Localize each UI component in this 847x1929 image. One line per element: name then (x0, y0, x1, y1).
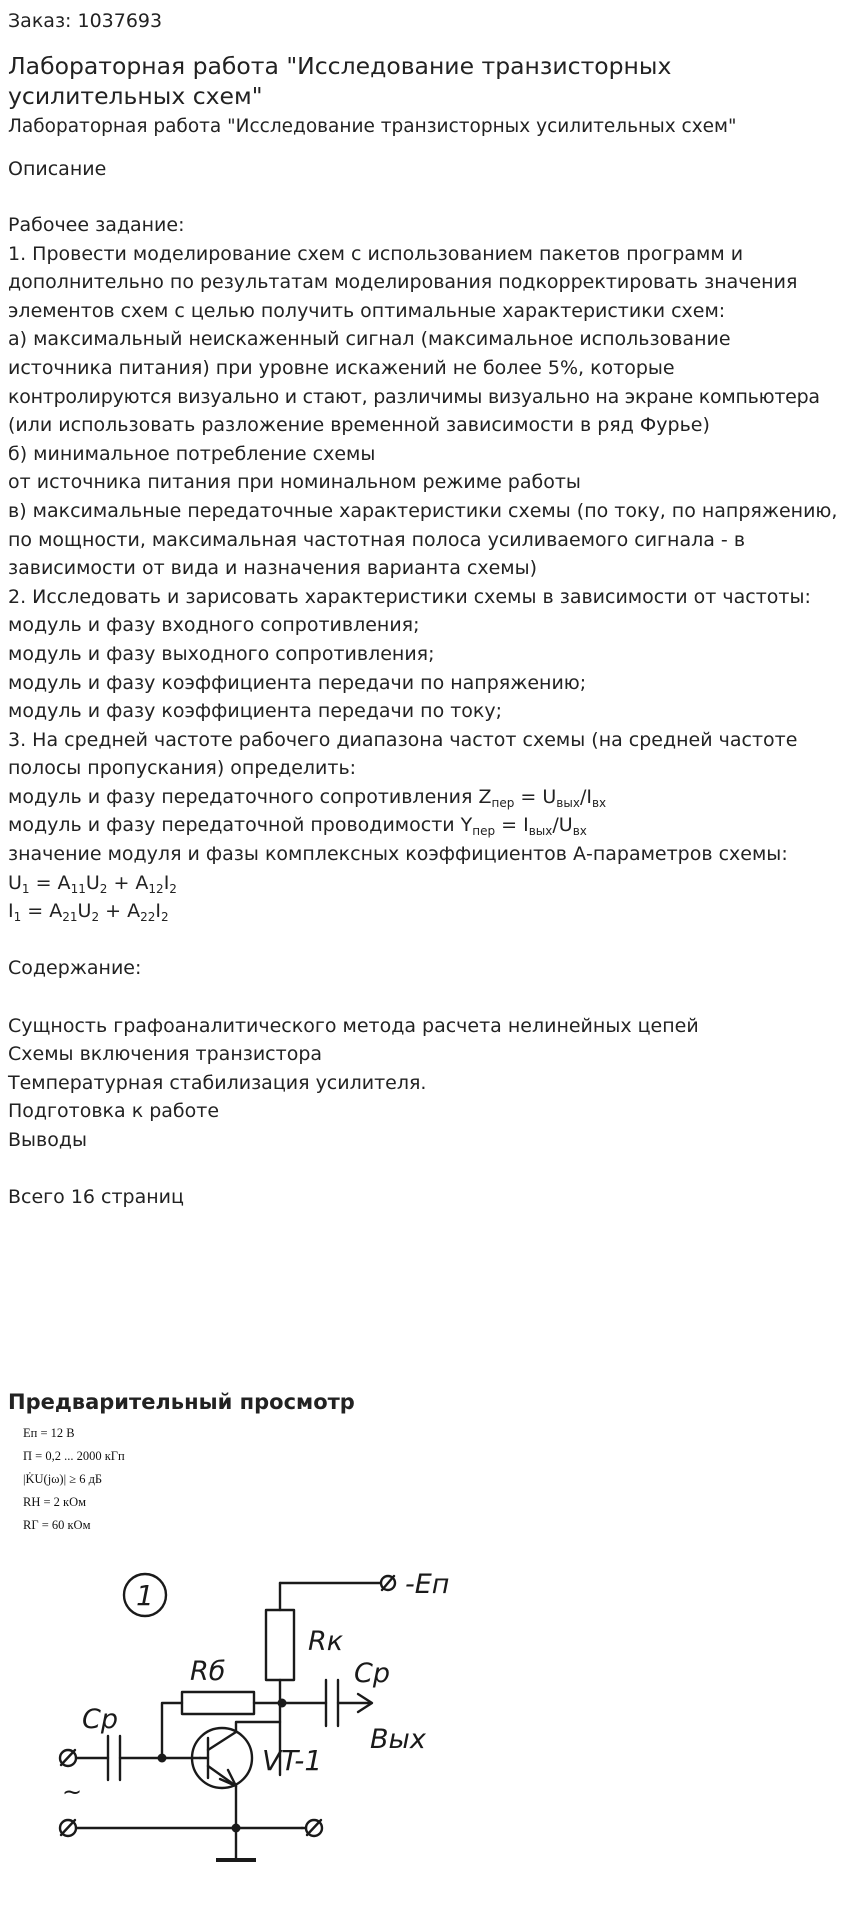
param-load: RН = 2 кОм (23, 1495, 87, 1509)
task-line: по мощности, максимальная частотная полоса усиливаемого сигнала - в (8, 528, 746, 551)
emitter-arrow (220, 1770, 236, 1786)
task-line: 3. На средней частоте рабочего диапазона частот схемы (на средней частоте (8, 728, 798, 751)
rb-label: Rб (190, 1656, 226, 1687)
pages-total: Всего 16 страниц (8, 1186, 184, 1209)
task-line: от источника питания при номинальном режиме работы (8, 471, 581, 494)
task-heading: Рабочее задание: (8, 214, 185, 236)
equation-2: $I_1 = A_{21}U_2 + A_{22}I_2$ (8, 900, 169, 925)
output-label: Вых (370, 1724, 426, 1755)
task-line: а) максимальный неискаженный сигнал (максимальное использование (8, 328, 731, 351)
supply-label: -Eп (405, 1569, 450, 1600)
contents-item: Подготовка к работе (8, 1100, 220, 1123)
task-line: элементов схем с целью получить оптимальные характеристики схем: (8, 299, 726, 322)
task-line: (или использовать разложение временной зависимости в ряд Фурье) (8, 414, 710, 437)
contents-item: Схемы включения транзистора (8, 1043, 323, 1066)
contents-item: Выводы (8, 1129, 87, 1151)
page-title: Лабораторная работа "Исследование транзисторных усилительных схем" (8, 52, 672, 110)
preview-heading: Предварительный просмотр (8, 1390, 355, 1414)
description-heading: Описание (8, 158, 107, 180)
rb-resistor (182, 1692, 254, 1714)
transistor-label: VT-1 (262, 1744, 323, 1777)
cp-out-label: Cр (354, 1658, 390, 1689)
task-line: модуль и фазу коэффициента передачи по току; (8, 700, 503, 723)
rk-label: Rк (308, 1626, 344, 1657)
task-line: источника питания) при уровне искажений не более 5%, которые (8, 356, 675, 379)
task-line: 1. Провести моделирование схем с использованием пакетов программ и (8, 242, 744, 265)
param-band: П = 0,2 ... 2000 кГп (23, 1449, 125, 1463)
task-line: 2. Исследовать и зарисовать характеристики схемы в зависимости от частоты: (8, 585, 811, 608)
description-body (8, 211, 838, 1212)
base-node (158, 1754, 167, 1763)
rk-resistor (266, 1610, 294, 1680)
cp-in-label: Cр (82, 1704, 118, 1735)
task-line: контролируются визуально и стают, различимы визуально на экране компьютера (8, 385, 820, 408)
param-source: RГ = 60 кОм (23, 1518, 91, 1532)
contents-heading: Содержание: (8, 957, 142, 980)
circuit-schematic (62, 1560, 490, 1925)
transfer-resistance-line: модуль и фазу передаточного сопротивления $Z_{пер} = U_{вых}/I_{вх}$ (8, 785, 607, 810)
task-line: модуль и фазу выходного сопротивления; (8, 642, 435, 665)
param-supply: Eп = 12 В (23, 1426, 75, 1440)
preview-parameters (23, 1422, 125, 1537)
order-number: Заказ: 1037693 (8, 10, 163, 32)
document (8, 0, 838, 1212)
source-symbol: ~ (62, 1778, 83, 1806)
task-line: значение модуля и фазы комплексных коэффициентов А-параметров схемы: (8, 843, 788, 866)
task-line: в) максимальные передаточные характеристики схемы (по току, по напряжению, (8, 499, 838, 522)
task-line: б) минимальное потребление схемы (8, 442, 376, 465)
task-line: дополнительно по результатам моделирования подкорректировать значения (8, 271, 798, 294)
param-gain: |K̇U(jω)| ≥ 6 дБ (23, 1472, 103, 1486)
task-line: полосы пропускания) определить: (8, 757, 357, 780)
page-subtitle: Лабораторная работа "Исследование транзисторных усилительных схем" (8, 116, 737, 137)
task-line: модуль и фазу входного сопротивления; (8, 614, 420, 637)
circuit-number: 1 (136, 1579, 154, 1612)
contents-item: Сущность графоаналитического метода расчета нелинейных цепей (8, 1014, 699, 1037)
equation-1: $U_1 = A_{11}U_2 + A_{12}I_2$ (8, 871, 177, 896)
transfer-conductance-line: модуль и фазу передаточной проводимости $Y_{пер} = I_{вых}/U_{вх}$ (8, 814, 587, 839)
task-line: зависимости от вида и назначения варианта схемы) (8, 557, 538, 580)
task-line: модуль и фазу коэффициента передачи по напряжению; (8, 671, 587, 694)
rb-wire (162, 1703, 182, 1758)
contents-item: Температурная стабилизация усилителя. (8, 1071, 427, 1094)
